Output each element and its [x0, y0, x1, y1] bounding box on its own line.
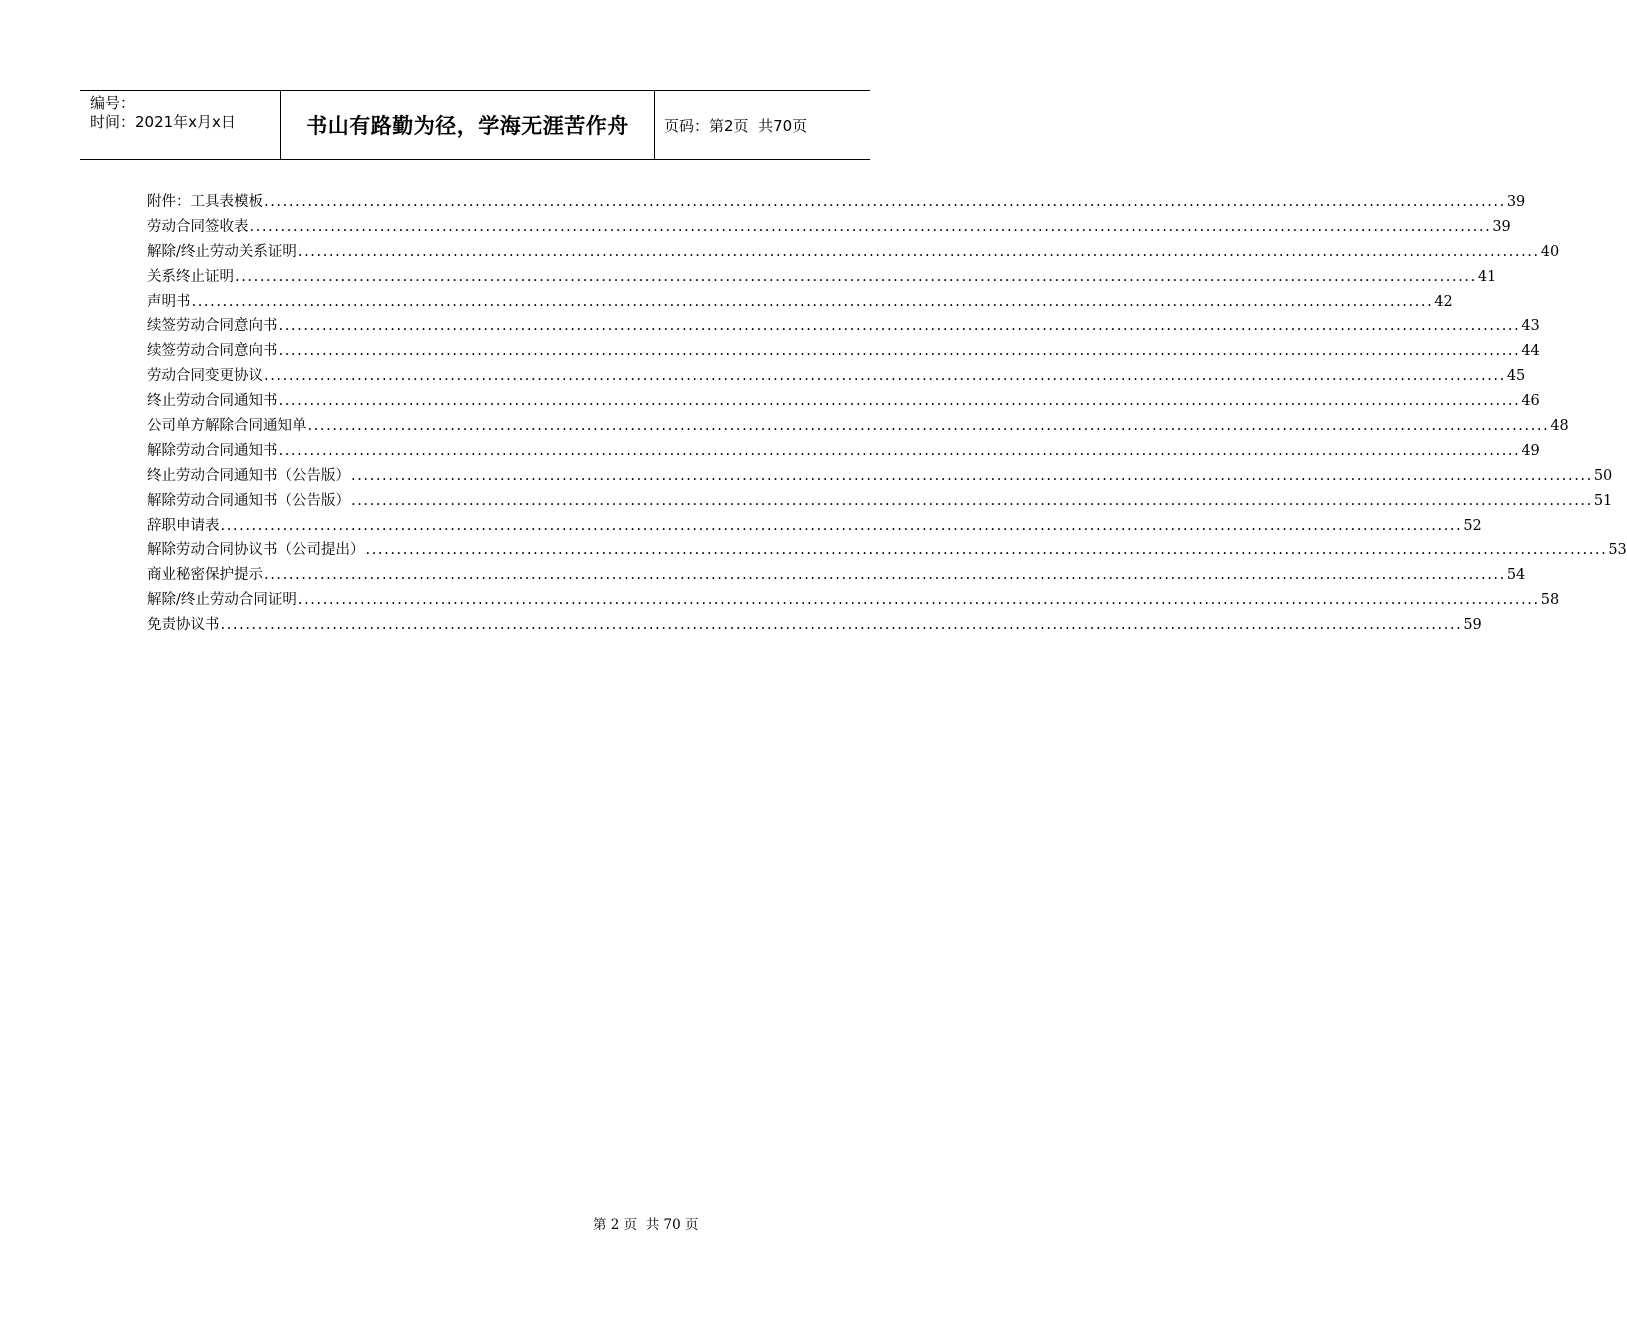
toc-entry[interactable]	[147, 240, 1560, 265]
toc-entry-title: 附件：工具表模板	[147, 194, 263, 210]
toc-entry-page: 45	[1506, 368, 1526, 385]
toc-entry-page: 46	[1521, 393, 1540, 410]
toc-entry-page: 42	[1434, 293, 1453, 310]
document-header	[80, 90, 870, 160]
toc-entry[interactable]	[147, 439, 1540, 464]
toc-entry-title: 声明书	[147, 293, 191, 310]
toc-entry-title: 劳动合同变更协议	[147, 368, 263, 385]
toc-entry-title: 解除/终止劳动合同证明	[147, 592, 297, 609]
toc-entry-title: 解除劳动合同通知书	[147, 442, 278, 459]
header-motto: 书山有路勤为径，学海无涯苦作舟	[306, 113, 629, 138]
toc-entry[interactable]	[147, 265, 1497, 290]
footer-page-number: 第 2 页 共 70 页	[593, 1217, 699, 1233]
toc-entry-page: 39	[1492, 218, 1511, 235]
toc-entry-title: 终止劳动合同通知书（公告版）	[147, 467, 350, 484]
toc-leader-dots: ........................................................................................................................................................................................................	[264, 368, 1506, 385]
toc-entry[interactable]	[147, 190, 1526, 215]
header-page-cell	[655, 91, 870, 159]
toc-entry[interactable]	[147, 464, 1613, 489]
toc-entry-title: 免责协议书	[147, 617, 220, 634]
toc-entry-page: 54	[1506, 567, 1526, 584]
header-meta-cell	[80, 91, 281, 159]
table-of-contents	[147, 190, 1627, 638]
header-motto-cell	[281, 91, 655, 159]
toc-entry-page: 50	[1593, 467, 1613, 484]
toc-entry[interactable]	[147, 414, 1569, 439]
toc-leader-dots: ........................................................................................................................................................................................................	[278, 442, 1521, 459]
toc-entry-title: 解除/终止劳动关系证明	[147, 243, 297, 260]
toc-leader-dots: ........................................................................................................................................................................................................	[297, 243, 1540, 260]
toc-entry-title: 关系终止证明	[147, 268, 234, 285]
toc-leader-dots: ........................................................................................................................................................................................................	[249, 218, 1492, 235]
toc-entry[interactable]	[147, 613, 1482, 638]
toc-entry[interactable]	[147, 215, 1511, 240]
toc-entry[interactable]	[147, 314, 1540, 339]
toc-entry[interactable]	[147, 389, 1540, 414]
document-time-label: 时间：2021年x月x日	[90, 113, 236, 131]
toc-entry-title: 辞职申请表	[147, 517, 220, 534]
toc-entry-page: 49	[1521, 442, 1540, 459]
toc-entry[interactable]	[147, 364, 1526, 389]
toc-leader-dots: ........................................................................................................................................................................................................	[278, 318, 1521, 335]
toc-entry[interactable]	[147, 588, 1560, 613]
toc-entry-title: 续签劳动合同意向书	[147, 343, 278, 360]
toc-entry-page: 40	[1540, 243, 1560, 260]
toc-leader-dots: ........................................................................................................................................................................................................	[307, 418, 1550, 435]
toc-entry-page: 59	[1463, 617, 1482, 634]
toc-leader-dots: ........................................................................................................................................................................................................	[264, 567, 1506, 584]
toc-leader-dots: ........................................................................................................................................................................................................	[191, 293, 1434, 310]
toc-leader-dots: ........................................................................................................................................................................................................	[365, 542, 1608, 559]
toc-entry-page: 43	[1521, 318, 1540, 335]
toc-entry-page: 52	[1463, 517, 1482, 534]
toc-entry-page: 48	[1550, 418, 1569, 435]
toc-entry[interactable]	[147, 290, 1453, 315]
document-number-label: 编号：	[90, 94, 136, 112]
toc-entry-title: 解除劳动合同协议书（公司提出）	[147, 542, 365, 559]
toc-entry-title: 商业秘密保护提示	[147, 567, 263, 584]
toc-entry-page: 41	[1477, 268, 1497, 285]
toc-entry-title: 解除劳动合同通知书（公告版）	[147, 492, 350, 509]
toc-leader-dots: ........................................................................................................................................................................................................	[264, 194, 1506, 210]
toc-leader-dots: ........................................................................................................................................................................................................	[220, 517, 1463, 534]
toc-entry[interactable]	[147, 339, 1540, 364]
toc-entry-page: 51	[1593, 492, 1613, 509]
toc-leader-dots: ........................................................................................................................................................................................................	[297, 592, 1540, 609]
toc-entry-title: 续签劳动合同意向书	[147, 318, 278, 335]
toc-leader-dots: ........................................................................................................................................................................................................	[351, 492, 1593, 509]
toc-entry-title: 公司单方解除合同通知单	[147, 418, 307, 435]
toc-leader-dots: ........................................................................................................................................................................................................	[235, 268, 1477, 285]
header-page-info: 页码：第2页 共70页	[664, 116, 808, 135]
toc-entry-title: 终止劳动合同通知书	[147, 393, 278, 410]
toc-leader-dots: ........................................................................................................................................................................................................	[351, 467, 1593, 484]
toc-leader-dots: ........................................................................................................................................................................................................	[278, 343, 1521, 360]
toc-entry[interactable]	[147, 563, 1526, 588]
toc-entry[interactable]	[147, 538, 1627, 563]
toc-entry[interactable]	[147, 489, 1613, 514]
toc-entry-page: 58	[1540, 592, 1560, 609]
toc-entry-title: 劳动合同签收表	[147, 218, 249, 235]
toc-leader-dots: ........................................................................................................................................................................................................	[278, 393, 1521, 410]
toc-entry-page: 39	[1506, 194, 1526, 210]
toc-entry-page: 44	[1521, 343, 1540, 360]
toc-entry[interactable]	[147, 514, 1482, 539]
toc-leader-dots: ........................................................................................................................................................................................................	[220, 617, 1463, 634]
toc-entry-page: 53	[1608, 542, 1627, 559]
